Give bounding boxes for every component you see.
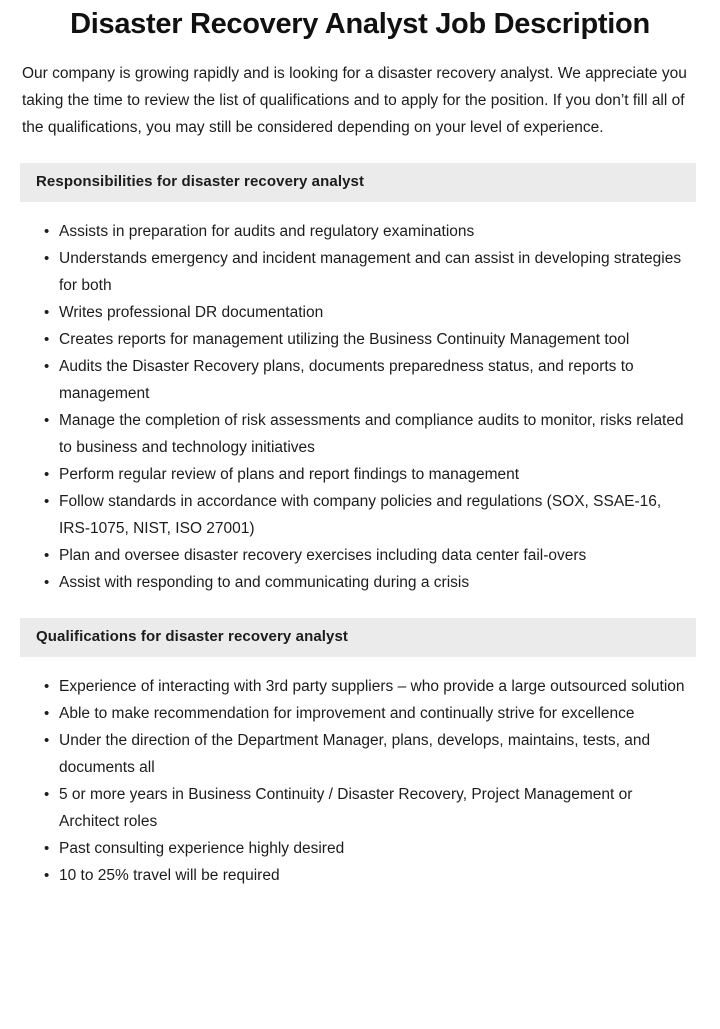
section-header-label: Qualifications for disaster recovery analyst [36,628,349,645]
page-title: Disaster Recovery Analyst Job Description [70,8,650,40]
list-item: • Audits the Disaster Recovery plans, documents preparedness status, and reports to management [44,353,690,407]
list-item: • Experience of interacting with 3rd party suppliers – who provide a large outsourced solution [44,673,690,700]
list-item: • Perform regular review of plans and report findings to management [44,461,690,488]
list-item: • Past consulting experience highly desired [44,835,690,862]
list-item: • Plan and oversee disaster recovery exercises including data center fail-overs [44,542,690,569]
responsibilities-list [0,202,720,596]
list-item: • 10 to 25% travel will be required [44,862,690,889]
list-item: • Understands emergency and incident management and can assist in developing strategies for both [44,245,690,299]
list-item: • Manage the completion of risk assessments and compliance audits to monitor, risks related to business and technology initiatives [44,407,690,461]
list-item: • Assist with responding to and communicating during a crisis [44,569,690,596]
list-item: • Writes professional DR documentation [44,299,690,326]
section-header-qualifications [20,618,696,657]
section-responsibilities [0,163,720,596]
section-header-label: Responsibilities for disaster recovery analyst [36,173,365,190]
list-item: • Under the direction of the Department Manager, plans, develops, maintains, tests, and documents all [44,727,690,781]
section-qualifications [0,618,720,889]
list-item: • Able to make recommendation for improvement and continually strive for excellence [44,700,690,727]
intro-paragraph: Our company is growing rapidly and is looking for a disaster recovery analyst. We appreciate you taking the time to review the list of qualifications and to apply for the position. If you don’t fill all of the qualifications, you may still be considered depending on your level of experience. [22,65,687,136]
list-item: • Creates reports for management utilizing the Business Continuity Management tool [44,326,690,353]
section-header-responsibilities [20,163,696,202]
list-item: • 5 or more years in Business Continuity / Disaster Recovery, Project Management or Architect roles [44,781,690,835]
qualifications-list [0,657,720,889]
list-item: • Assists in preparation for audits and regulatory examinations [44,218,690,245]
list-item: • Follow standards in accordance with company policies and regulations (SOX, SSAE-16, IRS-1075, NIST, ISO 27001) [44,488,690,542]
